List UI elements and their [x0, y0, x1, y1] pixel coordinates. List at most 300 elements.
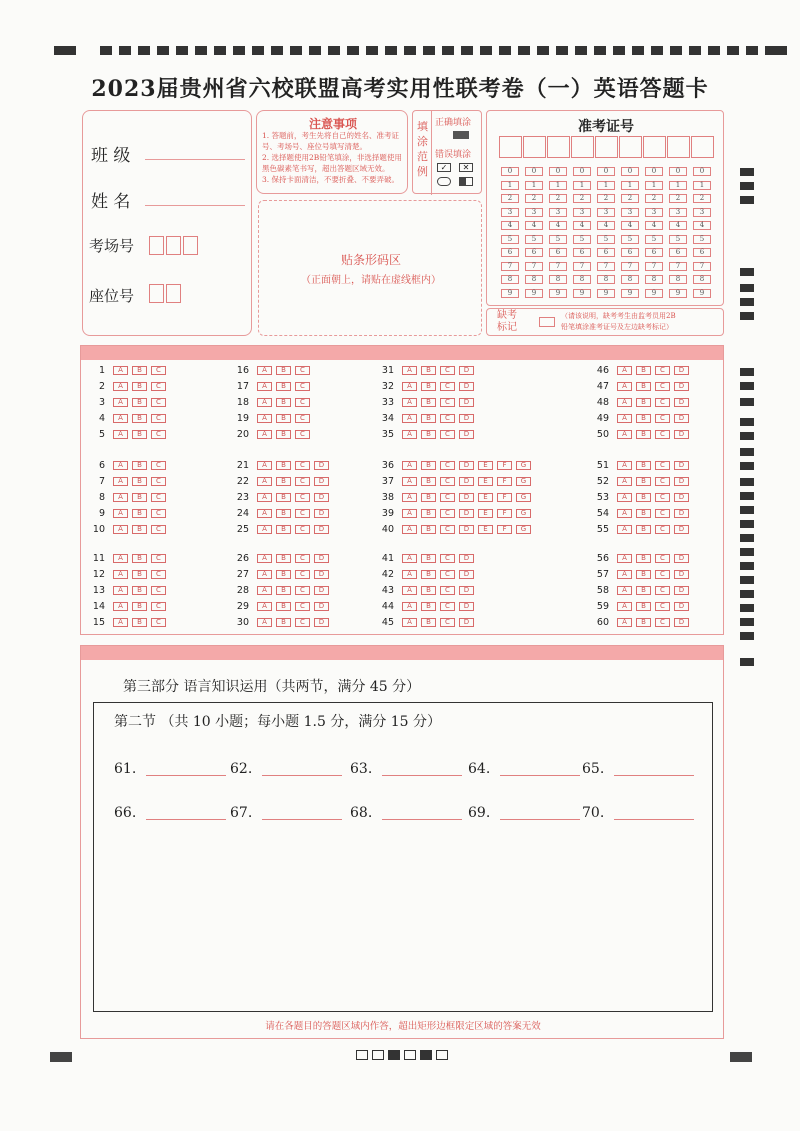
answer-bubble[interactable]: C — [151, 525, 166, 534]
exam-id-bubble[interactable]: 8 — [573, 275, 591, 284]
exam-id-bubble[interactable]: 9 — [669, 289, 687, 298]
exam-id-bubble[interactable]: 7 — [693, 262, 711, 271]
exam-id-bubble[interactable]: 2 — [621, 194, 639, 203]
answer-bubble[interactable]: C — [440, 570, 455, 579]
answer-bubble[interactable]: B — [132, 618, 147, 627]
answer-bubble[interactable]: A — [617, 493, 632, 502]
exam-id-bubble[interactable]: 2 — [669, 194, 687, 203]
exam-id-digit-box[interactable] — [595, 136, 618, 158]
answer-bubble[interactable]: D — [674, 509, 689, 518]
answer-bubble[interactable]: B — [421, 570, 436, 579]
exam-id-bubble[interactable]: 2 — [549, 194, 567, 203]
exam-id-bubble[interactable]: 6 — [645, 248, 663, 257]
exam-id-bubble[interactable]: 3 — [573, 208, 591, 217]
answer-bubble[interactable]: B — [132, 398, 147, 407]
answer-bubble[interactable]: F — [497, 461, 512, 470]
exam-id-bubble[interactable]: 6 — [525, 248, 543, 257]
exam-id-bubble[interactable]: 1 — [549, 181, 567, 190]
exam-id-bubble[interactable]: 1 — [597, 181, 615, 190]
answer-bubble[interactable]: D — [674, 398, 689, 407]
answer-bubble[interactable]: A — [257, 477, 272, 486]
answer-bubble[interactable]: C — [295, 618, 310, 627]
answer-bubble[interactable]: A — [402, 493, 417, 502]
exam-id-bubble[interactable]: 9 — [525, 289, 543, 298]
answer-bubble[interactable]: D — [674, 461, 689, 470]
exam-id-bubble[interactable]: 4 — [621, 221, 639, 230]
answer-bubble[interactable]: A — [617, 382, 632, 391]
answer-bubble[interactable]: C — [440, 414, 455, 423]
exam-id-bubble[interactable]: 5 — [645, 235, 663, 244]
answer-bubble[interactable]: C — [440, 366, 455, 375]
blank-answer-line[interactable] — [382, 819, 462, 820]
answer-bubble[interactable]: B — [132, 586, 147, 595]
answer-bubble[interactable]: D — [314, 461, 329, 470]
answer-bubble[interactable]: D — [674, 602, 689, 611]
answer-bubble[interactable]: D — [459, 414, 474, 423]
answer-bubble[interactable]: C — [655, 570, 670, 579]
answer-bubble[interactable]: A — [257, 461, 272, 470]
exam-id-bubble[interactable]: 3 — [501, 208, 519, 217]
answer-bubble[interactable]: C — [655, 525, 670, 534]
answer-bubble[interactable]: A — [113, 477, 128, 486]
answer-bubble[interactable]: D — [674, 493, 689, 502]
answer-bubble[interactable]: E — [478, 461, 493, 470]
exam-id-digit-box[interactable] — [571, 136, 594, 158]
answer-bubble[interactable]: C — [295, 366, 310, 375]
exam-id-bubble[interactable]: 8 — [669, 275, 687, 284]
exam-id-bubble[interactable]: 6 — [693, 248, 711, 257]
answer-bubble[interactable]: A — [402, 366, 417, 375]
blank-answer-line[interactable] — [382, 775, 462, 776]
answer-bubble[interactable]: C — [151, 618, 166, 627]
exam-id-digit-box[interactable] — [691, 136, 714, 158]
answer-bubble[interactable]: C — [151, 477, 166, 486]
answer-bubble[interactable]: A — [257, 554, 272, 563]
answer-bubble[interactable]: B — [636, 554, 651, 563]
answer-bubble[interactable]: D — [459, 618, 474, 627]
answer-bubble[interactable]: D — [314, 525, 329, 534]
answer-bubble[interactable]: A — [617, 398, 632, 407]
answer-bubble[interactable]: D — [459, 430, 474, 439]
answer-bubble[interactable]: G — [516, 477, 531, 486]
exam-id-bubble[interactable]: 0 — [501, 167, 519, 176]
exam-id-digit-box[interactable] — [523, 136, 546, 158]
answer-bubble[interactable]: B — [421, 477, 436, 486]
answer-bubble[interactable]: B — [132, 525, 147, 534]
exam-id-bubble[interactable]: 8 — [693, 275, 711, 284]
answer-bubble[interactable]: C — [655, 477, 670, 486]
answer-bubble[interactable]: C — [151, 602, 166, 611]
answer-bubble[interactable]: D — [674, 618, 689, 627]
answer-bubble[interactable]: D — [459, 602, 474, 611]
answer-bubble[interactable]: A — [257, 570, 272, 579]
answer-bubble[interactable]: C — [655, 430, 670, 439]
exam-id-bubble[interactable]: 3 — [645, 208, 663, 217]
answer-bubble[interactable]: A — [617, 618, 632, 627]
exam-id-bubble[interactable]: 3 — [693, 208, 711, 217]
answer-bubble[interactable]: B — [421, 461, 436, 470]
answer-bubble[interactable]: D — [674, 382, 689, 391]
class-field[interactable] — [145, 159, 245, 160]
answer-bubble[interactable]: G — [516, 525, 531, 534]
answer-bubble[interactable]: D — [459, 366, 474, 375]
answer-bubble[interactable]: A — [257, 618, 272, 627]
answer-bubble[interactable]: B — [276, 618, 291, 627]
answer-bubble[interactable]: C — [440, 493, 455, 502]
answer-bubble[interactable]: C — [151, 414, 166, 423]
answer-bubble[interactable]: F — [497, 509, 512, 518]
answer-bubble[interactable]: B — [276, 430, 291, 439]
answer-bubble[interactable]: A — [113, 366, 128, 375]
answer-bubble[interactable]: C — [295, 382, 310, 391]
answer-bubble[interactable]: B — [636, 525, 651, 534]
answer-bubble[interactable]: B — [276, 366, 291, 375]
answer-bubble[interactable]: D — [459, 382, 474, 391]
exam-id-bubble[interactable]: 3 — [597, 208, 615, 217]
answer-bubble[interactable]: C — [655, 602, 670, 611]
answer-bubble[interactable]: E — [478, 477, 493, 486]
answer-bubble[interactable]: C — [655, 618, 670, 627]
exam-id-digit-box[interactable] — [547, 136, 570, 158]
answer-bubble[interactable]: D — [314, 493, 329, 502]
answer-bubble[interactable]: A — [402, 509, 417, 518]
exam-id-bubble[interactable]: 4 — [645, 221, 663, 230]
answer-bubble[interactable]: B — [132, 461, 147, 470]
answer-bubble[interactable]: B — [276, 509, 291, 518]
answer-bubble[interactable]: A — [113, 525, 128, 534]
exam-id-bubble[interactable]: 3 — [525, 208, 543, 217]
answer-bubble[interactable]: A — [402, 602, 417, 611]
answer-bubble[interactable]: B — [276, 554, 291, 563]
blank-answer-line[interactable] — [262, 775, 342, 776]
exam-id-bubble[interactable]: 8 — [525, 275, 543, 284]
answer-bubble[interactable]: A — [113, 554, 128, 563]
answer-bubble[interactable]: A — [113, 618, 128, 627]
answer-bubble[interactable]: C — [655, 493, 670, 502]
exam-id-bubble[interactable]: 4 — [597, 221, 615, 230]
exam-id-bubble[interactable]: 2 — [597, 194, 615, 203]
answer-bubble[interactable]: A — [257, 382, 272, 391]
answer-bubble[interactable]: A — [617, 525, 632, 534]
exam-id-bubble[interactable]: 9 — [645, 289, 663, 298]
exam-id-bubble[interactable]: 5 — [597, 235, 615, 244]
answer-bubble[interactable]: B — [636, 570, 651, 579]
exam-id-bubble[interactable]: 2 — [645, 194, 663, 203]
answer-bubble[interactable]: A — [617, 461, 632, 470]
answer-bubble[interactable]: D — [459, 461, 474, 470]
answer-bubble[interactable]: A — [617, 586, 632, 595]
answer-bubble[interactable]: D — [459, 493, 474, 502]
answer-bubble[interactable]: B — [636, 414, 651, 423]
answer-bubble[interactable]: D — [459, 554, 474, 563]
name-field[interactable] — [145, 205, 245, 206]
answer-bubble[interactable]: A — [402, 586, 417, 595]
answer-bubble[interactable]: D — [314, 602, 329, 611]
answer-bubble[interactable]: B — [421, 414, 436, 423]
answer-bubble[interactable]: C — [440, 586, 455, 595]
exam-id-bubble[interactable]: 9 — [549, 289, 567, 298]
answer-bubble[interactable]: C — [295, 414, 310, 423]
blank-answer-line[interactable] — [500, 819, 580, 820]
answer-bubble[interactable]: B — [421, 509, 436, 518]
answer-bubble[interactable]: D — [674, 430, 689, 439]
answer-bubble[interactable]: A — [113, 509, 128, 518]
answer-bubble[interactable]: D — [459, 398, 474, 407]
answer-bubble[interactable]: D — [459, 477, 474, 486]
answer-bubble[interactable]: C — [655, 382, 670, 391]
exam-id-bubble[interactable]: 7 — [669, 262, 687, 271]
answer-bubble[interactable]: C — [440, 477, 455, 486]
answer-bubble[interactable]: C — [151, 461, 166, 470]
answer-bubble[interactable]: C — [295, 570, 310, 579]
answer-bubble[interactable]: E — [478, 493, 493, 502]
exam-id-bubble[interactable]: 7 — [621, 262, 639, 271]
exam-id-grid[interactable] — [487, 111, 725, 307]
answer-bubble[interactable]: C — [295, 430, 310, 439]
answer-bubble[interactable]: A — [257, 398, 272, 407]
answer-bubble[interactable]: B — [636, 477, 651, 486]
exam-id-bubble[interactable]: 7 — [549, 262, 567, 271]
exam-id-bubble[interactable]: 4 — [549, 221, 567, 230]
answer-bubble[interactable]: D — [674, 477, 689, 486]
exam-id-bubble[interactable]: 2 — [525, 194, 543, 203]
exam-id-digit-box[interactable] — [667, 136, 690, 158]
exam-id-bubble[interactable]: 7 — [573, 262, 591, 271]
answer-bubble[interactable]: D — [674, 586, 689, 595]
answer-bubble[interactable]: C — [295, 554, 310, 563]
answer-bubble[interactable]: E — [478, 525, 493, 534]
exam-id-bubble[interactable]: 7 — [501, 262, 519, 271]
exam-id-bubble[interactable]: 6 — [501, 248, 519, 257]
answer-bubble[interactable]: A — [113, 461, 128, 470]
answer-bubble[interactable]: D — [314, 618, 329, 627]
exam-id-bubble[interactable]: 6 — [669, 248, 687, 257]
exam-id-bubble[interactable]: 6 — [549, 248, 567, 257]
answer-bubble[interactable]: B — [132, 602, 147, 611]
exam-id-bubble[interactable]: 4 — [669, 221, 687, 230]
answer-bubble[interactable]: G — [516, 461, 531, 470]
answer-bubble[interactable]: A — [257, 430, 272, 439]
exam-id-bubble[interactable]: 5 — [669, 235, 687, 244]
answer-bubble[interactable]: C — [295, 477, 310, 486]
seat-field[interactable] — [149, 283, 183, 303]
answer-bubble[interactable]: D — [459, 509, 474, 518]
answer-bubble[interactable]: C — [151, 398, 166, 407]
answer-bubble[interactable]: A — [617, 554, 632, 563]
answer-bubble[interactable]: B — [132, 477, 147, 486]
answer-bubble[interactable]: A — [257, 525, 272, 534]
answer-bubble[interactable]: B — [636, 602, 651, 611]
blank-answer-line[interactable] — [146, 775, 226, 776]
answer-bubble[interactable]: B — [132, 414, 147, 423]
answer-bubble[interactable]: B — [276, 525, 291, 534]
answer-bubble[interactable]: D — [314, 554, 329, 563]
answer-bubble[interactable]: B — [636, 382, 651, 391]
answer-bubble[interactable]: A — [617, 602, 632, 611]
answer-bubble[interactable]: D — [314, 586, 329, 595]
answer-bubble[interactable]: A — [257, 414, 272, 423]
answer-bubble[interactable]: C — [151, 509, 166, 518]
answer-bubble[interactable]: B — [132, 509, 147, 518]
exam-id-bubble[interactable]: 7 — [645, 262, 663, 271]
blank-answer-line[interactable] — [146, 819, 226, 820]
answer-bubble[interactable]: B — [421, 618, 436, 627]
answer-bubble[interactable]: A — [113, 586, 128, 595]
exam-id-bubble[interactable]: 5 — [525, 235, 543, 244]
answer-bubble[interactable]: C — [440, 602, 455, 611]
answer-bubble[interactable]: A — [113, 398, 128, 407]
exam-id-bubble[interactable]: 1 — [501, 181, 519, 190]
answer-bubble[interactable]: C — [440, 618, 455, 627]
exam-id-bubble[interactable]: 7 — [597, 262, 615, 271]
exam-id-bubble[interactable]: 9 — [501, 289, 519, 298]
answer-bubble[interactable]: B — [276, 477, 291, 486]
exam-id-bubble[interactable]: 6 — [597, 248, 615, 257]
exam-id-bubble[interactable]: 4 — [525, 221, 543, 230]
answer-bubble[interactable]: B — [636, 493, 651, 502]
exam-id-bubble[interactable]: 0 — [525, 167, 543, 176]
answer-bubble[interactable]: B — [421, 586, 436, 595]
room-field[interactable] — [149, 235, 200, 255]
answer-bubble[interactable]: A — [113, 570, 128, 579]
blank-answer-line[interactable] — [500, 775, 580, 776]
exam-id-bubble[interactable]: 3 — [621, 208, 639, 217]
exam-id-bubble[interactable]: 1 — [573, 181, 591, 190]
exam-id-digit-box[interactable] — [499, 136, 522, 158]
answer-bubble[interactable]: A — [402, 430, 417, 439]
answer-bubble[interactable]: C — [295, 509, 310, 518]
exam-id-bubble[interactable]: 1 — [645, 181, 663, 190]
exam-id-bubble[interactable]: 2 — [573, 194, 591, 203]
answer-bubble[interactable]: B — [636, 398, 651, 407]
answer-bubble[interactable]: C — [295, 398, 310, 407]
answer-bubble[interactable]: C — [655, 461, 670, 470]
answer-bubble[interactable]: C — [440, 525, 455, 534]
answer-bubble[interactable]: A — [402, 570, 417, 579]
exam-id-bubble[interactable]: 2 — [693, 194, 711, 203]
answer-bubble[interactable]: C — [440, 398, 455, 407]
answer-bubble[interactable]: B — [132, 382, 147, 391]
answer-bubble[interactable]: B — [132, 554, 147, 563]
answer-bubble[interactable]: A — [113, 493, 128, 502]
exam-id-bubble[interactable]: 8 — [549, 275, 567, 284]
exam-id-bubble[interactable]: 4 — [573, 221, 591, 230]
answer-bubble[interactable]: B — [421, 525, 436, 534]
answer-bubble[interactable]: A — [113, 602, 128, 611]
answer-bubble[interactable]: C — [655, 586, 670, 595]
answer-bubble[interactable]: C — [655, 414, 670, 423]
answer-bubble[interactable]: B — [132, 366, 147, 375]
exam-id-bubble[interactable]: 8 — [597, 275, 615, 284]
exam-id-bubble[interactable]: 1 — [621, 181, 639, 190]
answer-bubble[interactable]: B — [421, 602, 436, 611]
answer-bubble[interactable]: C — [295, 602, 310, 611]
answer-bubble[interactable]: C — [151, 430, 166, 439]
answer-bubble[interactable]: C — [655, 509, 670, 518]
exam-id-bubble[interactable]: 9 — [693, 289, 711, 298]
answer-bubble[interactable]: B — [276, 570, 291, 579]
absent-checkbox[interactable] — [539, 317, 555, 327]
answer-bubble[interactable]: A — [617, 366, 632, 375]
answer-bubble[interactable]: A — [617, 477, 632, 486]
exam-id-bubble[interactable]: 4 — [501, 221, 519, 230]
answer-bubble[interactable]: C — [655, 554, 670, 563]
answer-bubble[interactable]: B — [636, 509, 651, 518]
answer-bubble[interactable]: B — [636, 461, 651, 470]
answer-bubble[interactable]: A — [402, 382, 417, 391]
exam-id-bubble[interactable]: 0 — [645, 167, 663, 176]
answer-bubble[interactable]: C — [295, 461, 310, 470]
answer-bubble[interactable]: A — [257, 493, 272, 502]
answer-bubble[interactable]: D — [314, 509, 329, 518]
answer-bubble[interactable]: A — [402, 477, 417, 486]
answer-bubble[interactable]: C — [440, 430, 455, 439]
answer-bubble[interactable]: F — [497, 525, 512, 534]
answer-bubble[interactable]: B — [421, 554, 436, 563]
exam-id-bubble[interactable]: 1 — [693, 181, 711, 190]
answer-bubble[interactable]: C — [440, 461, 455, 470]
answer-bubble[interactable]: B — [276, 414, 291, 423]
exam-id-digit-box[interactable] — [643, 136, 666, 158]
answer-bubble[interactable]: C — [295, 586, 310, 595]
exam-id-bubble[interactable]: 0 — [669, 167, 687, 176]
answer-bubble[interactable]: F — [497, 477, 512, 486]
answer-bubble[interactable]: C — [151, 554, 166, 563]
answer-bubble[interactable]: C — [440, 509, 455, 518]
answer-bubble[interactable]: B — [132, 493, 147, 502]
answer-bubble[interactable]: D — [674, 366, 689, 375]
answer-bubble[interactable]: A — [113, 414, 128, 423]
exam-id-bubble[interactable]: 8 — [645, 275, 663, 284]
answer-bubble[interactable]: D — [674, 414, 689, 423]
blank-answer-line[interactable] — [614, 775, 694, 776]
exam-id-bubble[interactable]: 5 — [549, 235, 567, 244]
answer-bubble[interactable]: B — [276, 382, 291, 391]
answer-bubble[interactable]: A — [617, 570, 632, 579]
answer-bubble[interactable]: D — [314, 570, 329, 579]
exam-id-bubble[interactable]: 0 — [597, 167, 615, 176]
exam-id-bubble[interactable]: 7 — [525, 262, 543, 271]
answer-bubble[interactable]: B — [276, 461, 291, 470]
answer-bubble[interactable]: B — [636, 366, 651, 375]
answer-bubble[interactable]: B — [636, 586, 651, 595]
answer-bubble[interactable]: G — [516, 509, 531, 518]
exam-id-bubble[interactable]: 1 — [669, 181, 687, 190]
answer-bubble[interactable]: A — [402, 414, 417, 423]
exam-id-bubble[interactable]: 0 — [573, 167, 591, 176]
exam-id-bubble[interactable]: 5 — [573, 235, 591, 244]
answer-bubble[interactable]: C — [151, 493, 166, 502]
answer-bubble[interactable]: B — [132, 430, 147, 439]
answer-bubble[interactable]: C — [440, 382, 455, 391]
exam-id-bubble[interactable]: 0 — [621, 167, 639, 176]
answer-bubble[interactable]: A — [617, 509, 632, 518]
answer-bubble[interactable]: C — [440, 554, 455, 563]
answer-bubble[interactable]: A — [257, 602, 272, 611]
exam-id-bubble[interactable]: 9 — [597, 289, 615, 298]
exam-id-bubble[interactable]: 1 — [525, 181, 543, 190]
answer-bubble[interactable]: B — [421, 493, 436, 502]
answer-bubble[interactable]: A — [257, 366, 272, 375]
answer-bubble[interactable]: C — [151, 366, 166, 375]
exam-id-digit-box[interactable] — [619, 136, 642, 158]
answer-bubble[interactable]: D — [459, 586, 474, 595]
answer-bubble[interactable]: B — [636, 618, 651, 627]
answer-bubble[interactable]: A — [617, 430, 632, 439]
answer-bubble[interactable]: A — [257, 586, 272, 595]
answer-bubble[interactable]: A — [617, 414, 632, 423]
blank-answer-line[interactable] — [262, 819, 342, 820]
